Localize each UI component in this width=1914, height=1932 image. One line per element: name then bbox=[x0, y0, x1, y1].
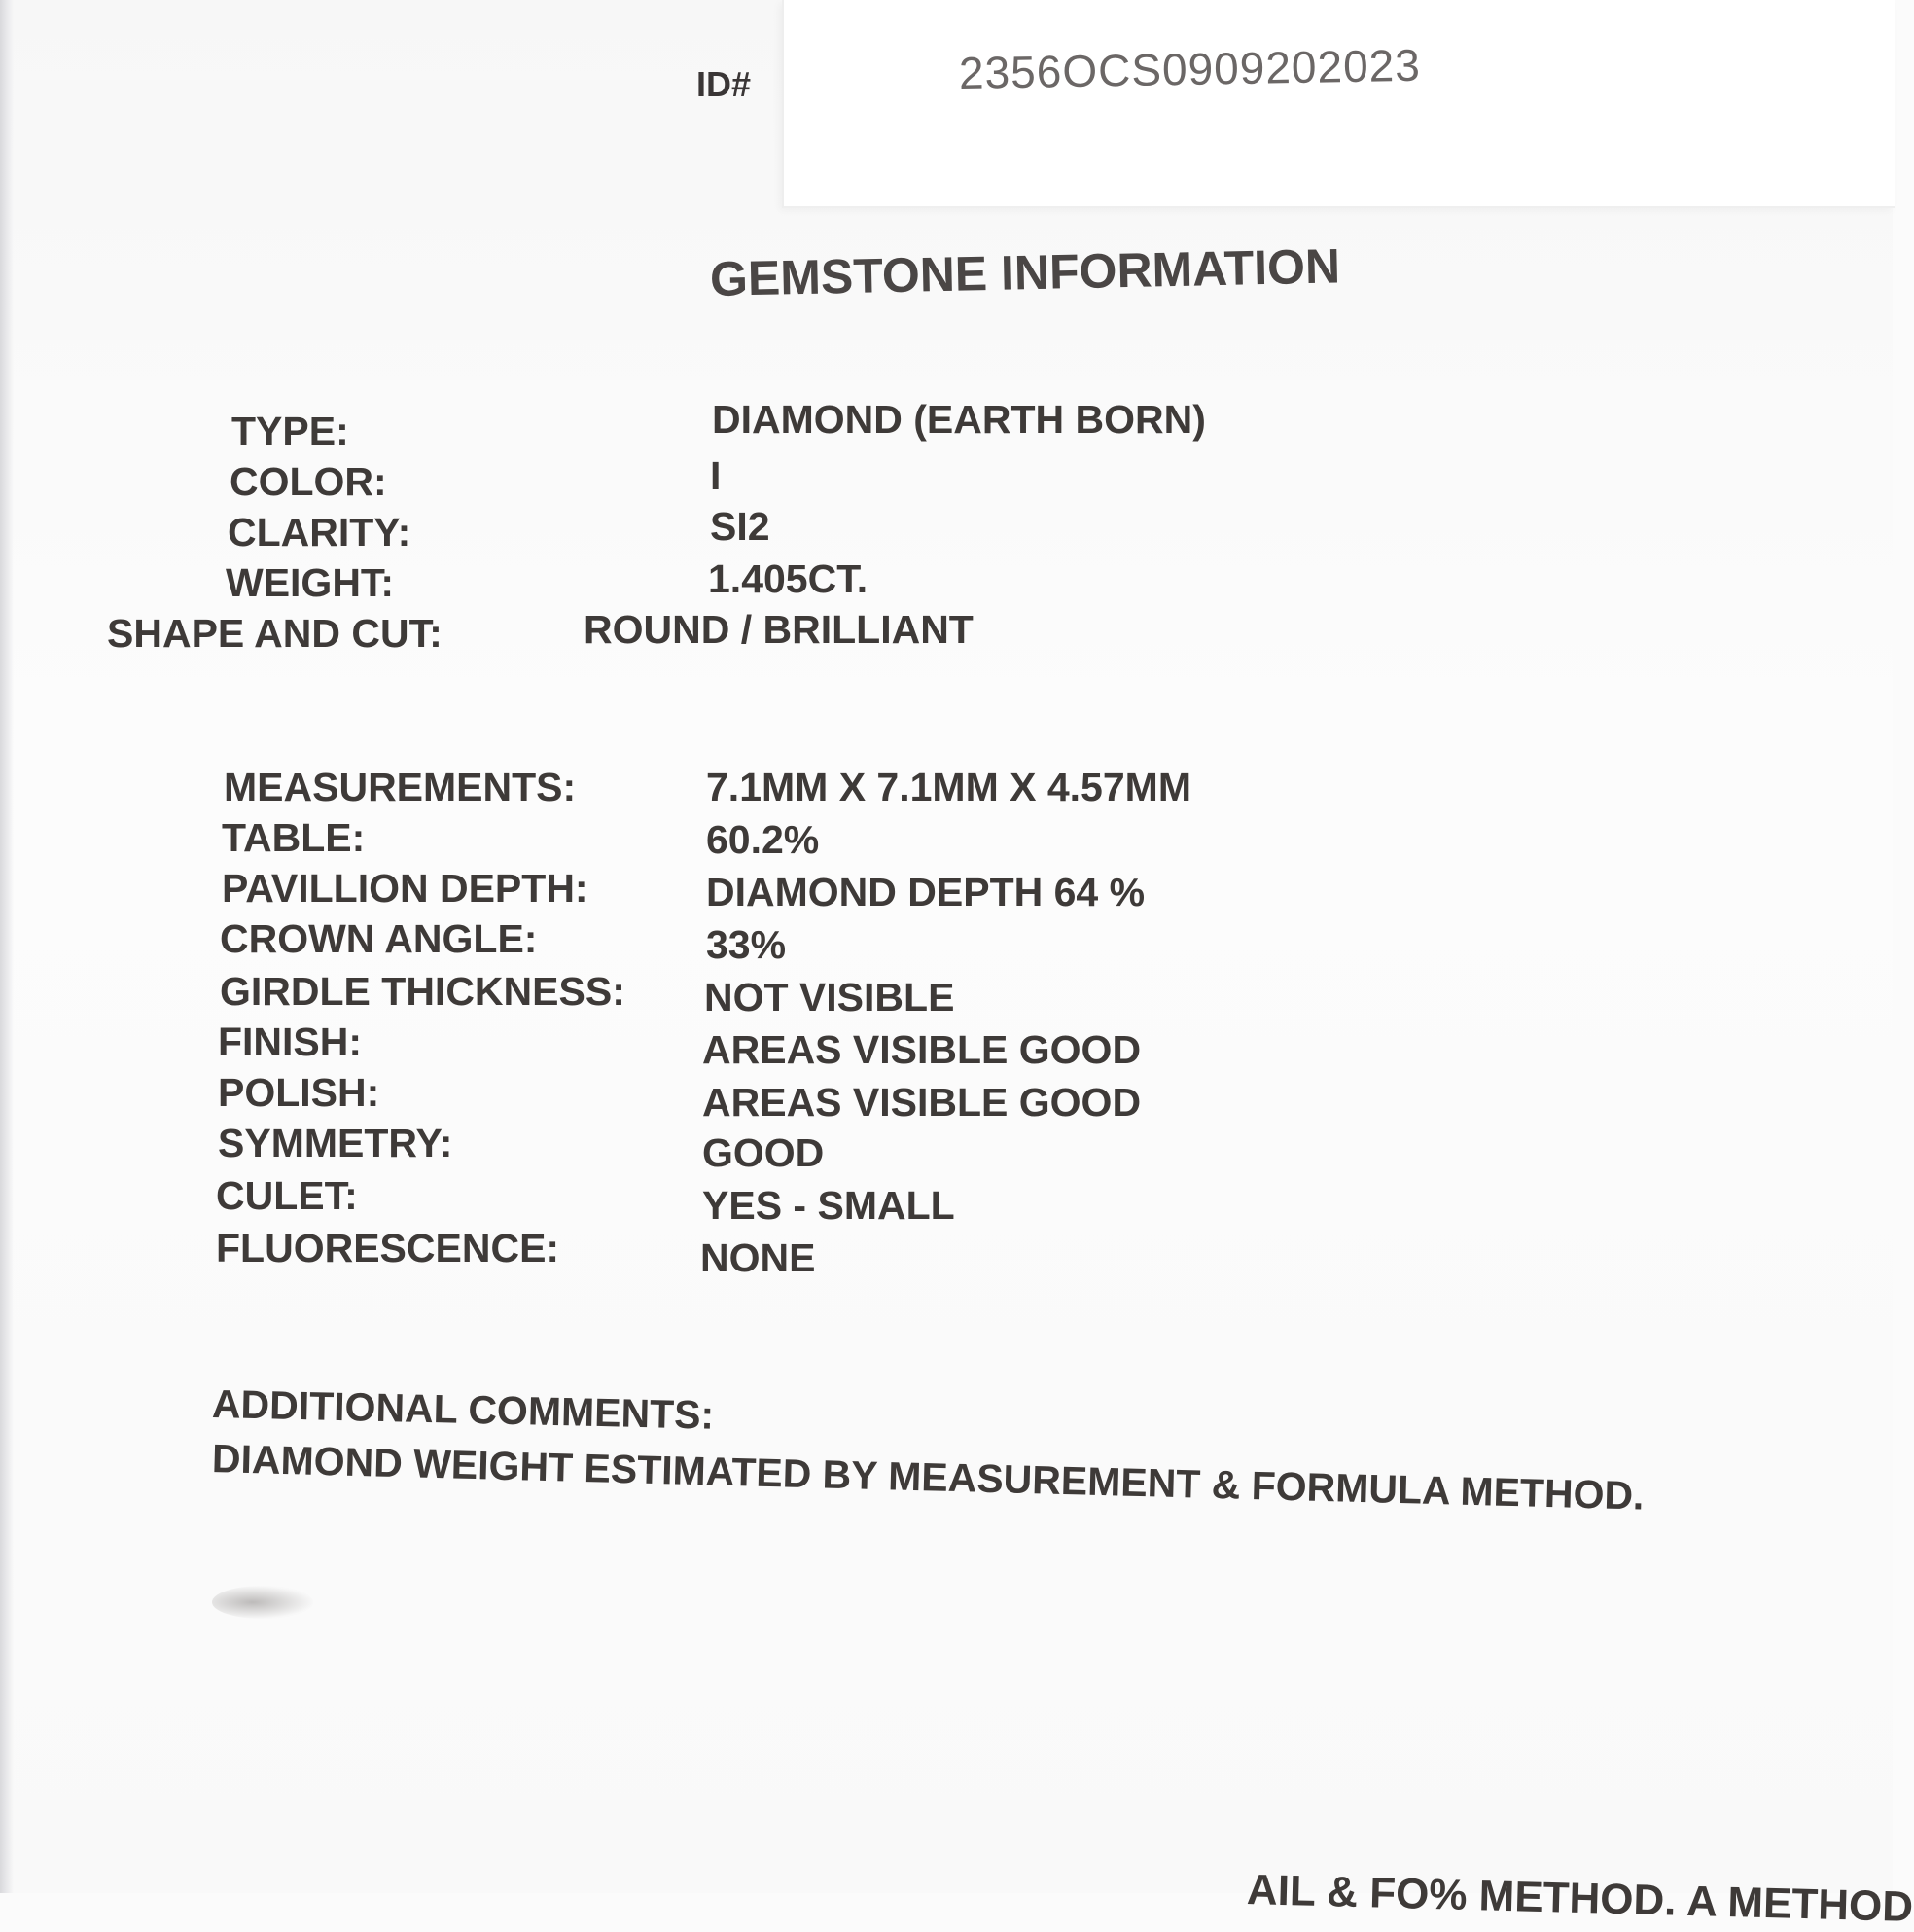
field-value-clarity: SI2 bbox=[710, 504, 770, 549]
id-number: 2356OCS0909202023 bbox=[958, 39, 1422, 98]
field-label-crown-angle: CROWN ANGLE: bbox=[220, 916, 538, 961]
field-value-fluorescence: NONE bbox=[700, 1235, 816, 1280]
paper-edge bbox=[0, 0, 14, 1893]
field-label-pavillion-depth: PAVILLION DEPTH: bbox=[222, 866, 588, 911]
field-label-polish: POLISH: bbox=[218, 1070, 380, 1115]
field-value-pavillion-depth: DIAMOND DEPTH 64 % bbox=[706, 870, 1146, 914]
field-value-type: DIAMOND (EARTH BORN) bbox=[712, 397, 1206, 442]
cut-off-footer-text: AIL & FO% METHOD. A METHOD bbox=[1246, 1866, 1914, 1931]
ink-smudge bbox=[212, 1586, 313, 1619]
field-value-girdle-thickness: NOT VISIBLE bbox=[704, 975, 955, 1020]
id-sticker bbox=[782, 0, 1895, 208]
field-label-culet: CULET: bbox=[216, 1173, 358, 1218]
field-label-color: COLOR: bbox=[230, 459, 387, 504]
field-value-crown-angle: 33% bbox=[706, 922, 787, 967]
field-label-girdle-thickness: GIRDLE THICKNESS: bbox=[220, 969, 625, 1014]
field-value-symmetry: GOOD bbox=[702, 1130, 825, 1175]
field-value-weight: 1.405CT. bbox=[708, 556, 868, 601]
field-label-table: TABLE: bbox=[222, 815, 366, 860]
field-label-finish: FINISH: bbox=[218, 1020, 363, 1064]
field-label-measurements: MEASUREMENTS: bbox=[224, 765, 577, 809]
field-value-table: 60.2% bbox=[706, 817, 820, 862]
field-value-shape-cut: ROUND / BRILLIANT bbox=[584, 607, 974, 652]
field-value-measurements: 7.1MM X 7.1MM X 4.57MM bbox=[706, 765, 1191, 809]
field-label-clarity: CLARITY: bbox=[228, 510, 411, 555]
comments-heading: ADDITIONAL COMMENTS: bbox=[211, 1381, 715, 1438]
field-label-shape-cut: SHAPE AND CUT: bbox=[107, 611, 443, 656]
page-title: GEMSTONE INFORMATION bbox=[709, 238, 1341, 306]
field-value-color: I bbox=[710, 453, 722, 498]
field-label-fluorescence: FLUORESCENCE: bbox=[216, 1226, 560, 1270]
field-label-type: TYPE: bbox=[231, 409, 349, 453]
field-label-weight: WEIGHT: bbox=[226, 560, 395, 605]
field-value-finish: AREAS VISIBLE GOOD bbox=[702, 1027, 1142, 1072]
field-value-culet: YES - SMALL bbox=[702, 1183, 955, 1228]
field-label-symmetry: SYMMETRY: bbox=[218, 1121, 453, 1165]
field-value-polish: AREAS VISIBLE GOOD bbox=[702, 1080, 1142, 1125]
comments-text: DIAMOND WEIGHT ESTIMATED BY MEASUREMENT & FORMULA METHOD. bbox=[211, 1436, 1646, 1519]
id-label: ID# bbox=[696, 64, 752, 104]
